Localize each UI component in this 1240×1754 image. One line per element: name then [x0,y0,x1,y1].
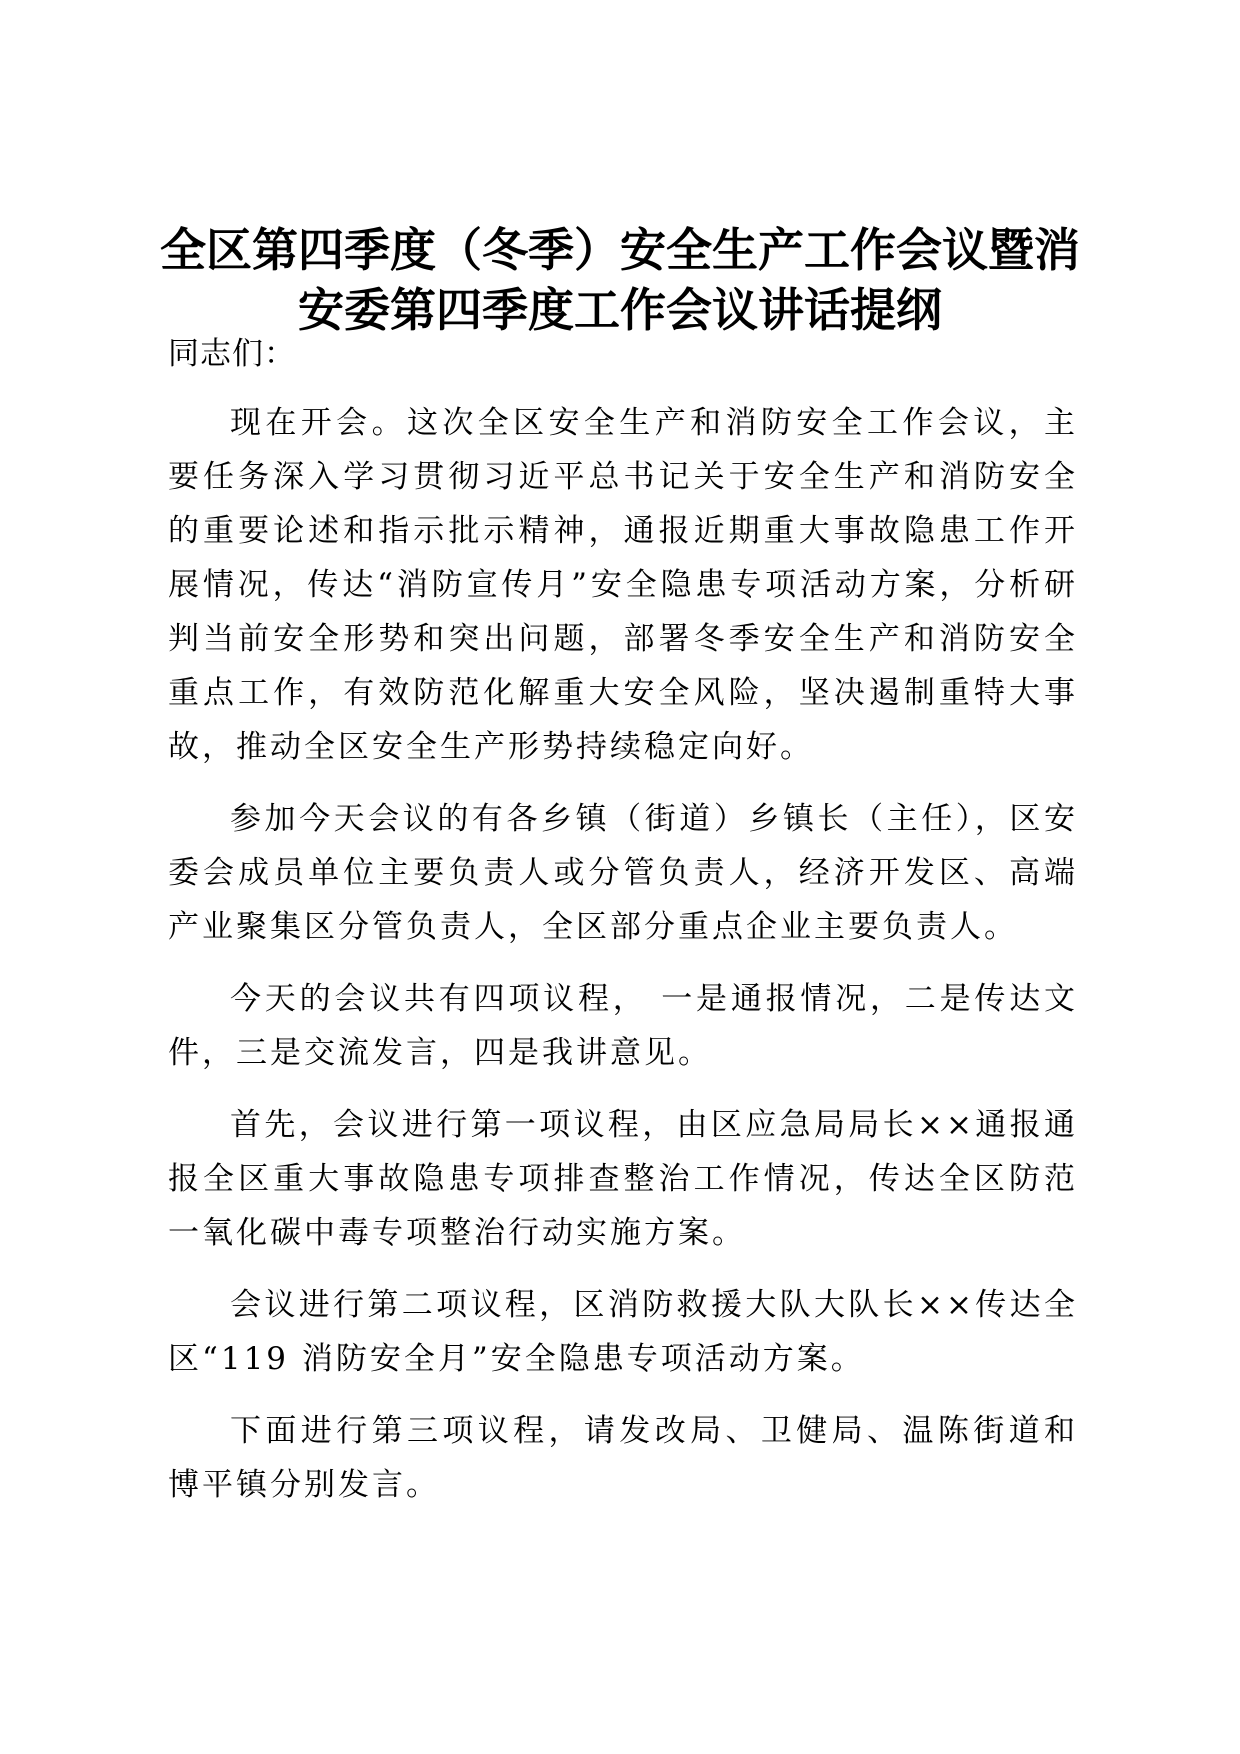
paragraph-agenda-item-3: 下面进行第三项议程，请发改局、卫健局、温陈街道和博平镇分别发言。 [168,1413,1078,1503]
paragraph-agenda-item-1: 首先，会议进行第一项议程，由区应急局局长××通报通报全区重大事故隐患专项排查整治工作情况，传达全区防范一氧化碳中毒专项整治行动实施方案。 [168,1107,1078,1251]
title-line-2: 安委第四季度工作会议讲话提纲 [298,283,942,337]
paragraph-agenda: 今天的会议共有四项议程， 一是通报情况，二是传达文件，三是交流发言，四是我讲意见。 [168,981,1078,1071]
paragraph-opening: 现在开会。这次全区安全生产和消防安全工作会议，主要任务深入学习贯彻习近平总书记关于安全生产和消防安全的重要论述和指示批示精神，通报近期重大事故隐患工作开展情况，传达“消防宣传月”安全隐患专项活动方案，分析研判当前安全形势和突出问题，部署冬季安全生产和消防安全重点工作，有效防范化解重大安全风险，坚决遏制重特大事故，推动全区安全生产形势持续稳定向好。 [168,405,1078,765]
salutation: 同志们： [168,336,296,372]
paragraph-attendees: 参加今天会议的有各乡镇（街道）乡镇长（主任），区安委会成员单位主要负责人或分管负责人，经济开发区、高端产业聚集区分管负责人，全区部分重点企业主要负责人。 [168,801,1078,945]
paragraph-agenda-item-2: 会议进行第二项议程，区消防救援大队大队长××传达全区“119 消防安全月”安全隐患专项活动方案。 [168,1287,1078,1377]
title-line-1: 全区第四季度（冬季）安全生产工作会议暨消 [160,223,1080,277]
document-body [168,334,1078,1530]
document-title [160,220,1080,340]
